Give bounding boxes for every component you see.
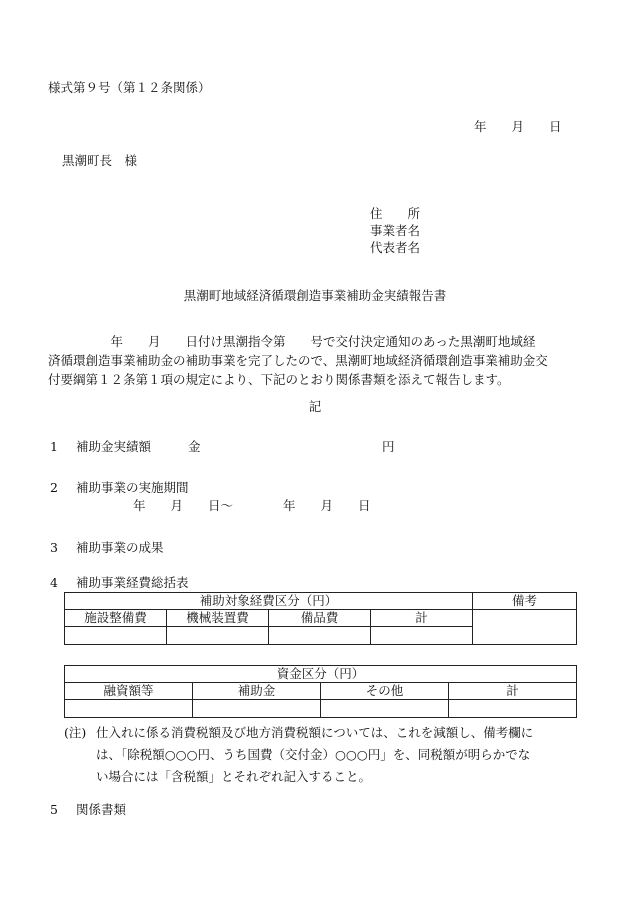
addressee: 黒潮町長 様 (62, 153, 138, 168)
intro-line: 年 月 日付け黒潮指令第 号で交付決定通知のあった黒潮町地域経 (48, 334, 536, 349)
expense-category-table (64, 592, 577, 645)
table-cell[interactable] (371, 627, 473, 645)
column-header: その他 (321, 683, 449, 700)
item5-number: 5 (50, 802, 58, 817)
item2-label: 補助事業の実施期間 (76, 480, 189, 495)
column-header: 機械装置費 (167, 610, 269, 627)
item3-label: 補助事業の成果 (76, 540, 164, 555)
column-header: 備品費 (269, 610, 371, 627)
note-label: (注) (64, 725, 87, 740)
remarks-cell[interactable] (473, 610, 577, 645)
company-name-label: 事業者名 (370, 223, 421, 238)
column-header: 補助金 (193, 683, 321, 700)
item1-label: 補助金実績額 (76, 439, 152, 454)
representative-label: 代表者名 (370, 240, 421, 255)
item5-label: 関係書類 (76, 802, 127, 817)
item4-number: 4 (50, 575, 58, 590)
report-date-line: 年 月 日 (474, 119, 562, 134)
table-cell[interactable] (167, 627, 269, 645)
table-cell[interactable] (65, 627, 167, 645)
note-line: 仕入れに係る消費税額及び地方消費税額については、これを減額し、備考欄に (96, 725, 534, 740)
remarks-header: 備考 (473, 593, 577, 610)
table-cell[interactable] (321, 700, 449, 718)
column-header: 計 (371, 610, 473, 627)
item3-number: 3 (50, 540, 58, 555)
item4-label: 補助事業経費総括表 (76, 575, 189, 590)
column-header: 施設整備費 (65, 610, 167, 627)
document-title: 黒潮町地域経済循環創造事業補助金実績報告書 (183, 288, 447, 303)
column-header: 融資額等 (65, 683, 193, 700)
funding-group-header: 資金区分（円） (65, 666, 577, 683)
intro-paragraph (48, 332, 588, 389)
intro-line: 付要綱第１２条第１項の規定により、下記のとおり関係書類を添えて報告します。 (48, 372, 510, 387)
item1-number: 1 (50, 439, 58, 454)
table-cell[interactable] (193, 700, 321, 718)
table-cell[interactable] (65, 700, 193, 718)
address-label: 住 所 (370, 206, 421, 221)
note-line: い場合には「含税額」とそれぞれ記入すること。 (96, 769, 372, 784)
table-cell[interactable] (269, 627, 371, 645)
table-cell[interactable] (449, 700, 577, 718)
ki-heading: 記 (308, 399, 322, 414)
item1-currency-prefix: 金 (188, 439, 201, 454)
funding-source-table (64, 665, 577, 718)
form-number-label: 様式第９号（第１２条関係） (48, 80, 211, 95)
item2-number: 2 (50, 480, 58, 495)
column-header: 計 (449, 683, 577, 700)
intro-line: 済循環創造事業補助金の補助事業を完了したので、黒潮町地域経済循環創造事業補助金交 (48, 353, 548, 368)
expense-group-header: 補助対象経費区分（円） (65, 593, 473, 610)
note-line: は、「除税額○○○円、うち国費（交付金）○○○円」を、同税額が明らかでな (96, 747, 531, 762)
item2-period: 年 月 日〜 年 月 日 (133, 498, 371, 513)
item1-yen-unit: 円 (382, 439, 395, 454)
